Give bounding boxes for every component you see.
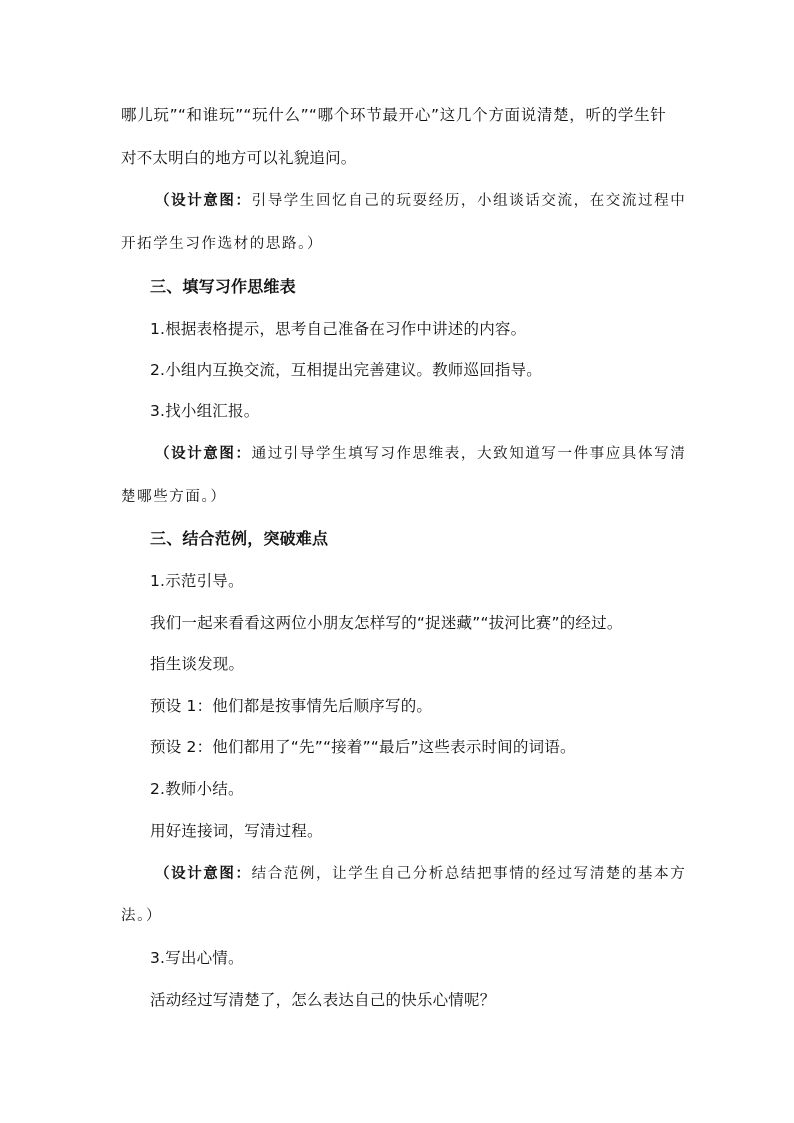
design-note-2-open: （: [155, 445, 172, 462]
design-note-1-open: （: [155, 192, 172, 209]
section-heading-fill-table: 三、填写习作思维表: [150, 277, 296, 296]
examples-text-1: 我们一起来看看这两位小朋友怎样写的“捉迷藏”“拔河比赛”的经过。: [150, 614, 623, 632]
design-note-3-open: （: [155, 865, 172, 882]
design-note-1-line-1: [155, 190, 686, 212]
fill-table-step-1: 1.根据表格提示，思考自己准备在习作中讲述的内容。: [150, 320, 527, 338]
examples-preset-2: 预设 2：他们都用了“先”“接着”“最后”这些表示时间的词语。: [150, 738, 576, 756]
examples-text-2: 指生谈发现。: [150, 655, 245, 673]
examples-text-3: 用好连接词，写清过程。: [150, 822, 323, 840]
intro-line-1: 哪儿玩”“和谁玩”“玩什么”“哪个环节最开心”这几个方面说清楚，听的学生针: [121, 106, 666, 124]
feelings-step-3: 3.写出心情。: [150, 949, 244, 967]
design-note-2-text: 通过引导学生填写习作思维表，大致知道写一件事应具体写清: [251, 446, 687, 462]
examples-step-1: 1.示范引导。: [150, 572, 244, 590]
design-note-3-line-2: 法。）: [121, 908, 163, 924]
design-note-2-line-1: [155, 443, 686, 465]
examples-step-2: 2.教师小结。: [150, 780, 244, 798]
design-note-1-label: 设计意图：: [171, 192, 252, 209]
design-note-2-line-2: 楚哪些方面。）: [121, 489, 227, 505]
design-note-3-line-1: [155, 863, 686, 885]
design-note-1-line-2: 开拓学生习作选材的思路。）: [121, 236, 324, 252]
examples-preset-1: 预设 1：他们都是按事情先后顺序写的。: [150, 697, 433, 715]
design-note-3-label: 设计意图：: [171, 865, 252, 882]
fill-table-step-3: 3.找小组汇报。: [150, 402, 260, 420]
intro-line-2: 对不太明白的地方可以礼貌追问。: [121, 149, 357, 167]
section-heading-examples: 三、结合范例，突破难点: [150, 529, 329, 548]
design-note-2-label: 设计意图：: [171, 445, 252, 462]
design-note-3-text: 结合范例，让学生自己分析总结把事情的经过写清楚的基本方: [251, 866, 687, 882]
feelings-text: 活动经过写清楚了，怎么表达自己的快乐心情呢？: [150, 991, 496, 1009]
design-note-1-text: 引导学生回忆自己的玩耍经历，小组谈话交流，在交流过程中: [251, 193, 687, 209]
fill-table-step-2: 2.小组内互换交流，互相提出完善建议。教师巡回指导。: [150, 361, 542, 379]
